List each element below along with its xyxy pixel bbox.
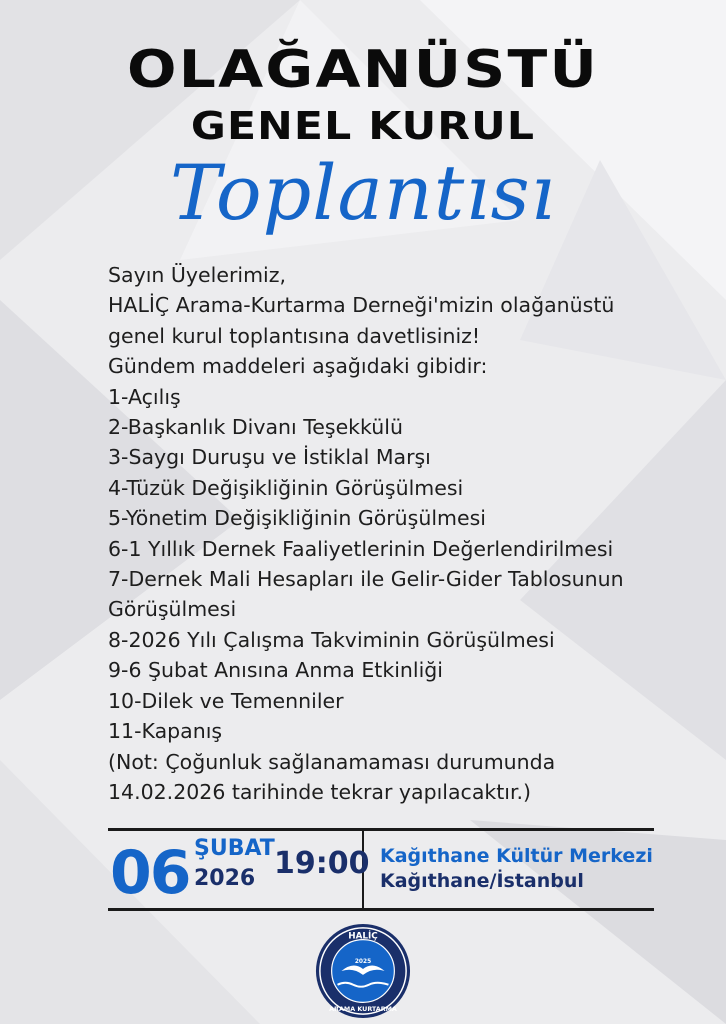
agenda-item: 1-Açılış bbox=[108, 384, 181, 409]
event-year: 2026 bbox=[194, 866, 256, 891]
body-line: genel kurul toplantısına davetlisiniz! bbox=[108, 323, 481, 348]
logo-top-text: HALİÇ bbox=[348, 931, 378, 942]
title-line-2: GENEL KURUL bbox=[190, 104, 536, 148]
note-line: (Not: Çoğunluk sağlanamaması durumunda bbox=[108, 749, 556, 774]
note-line: 14.02.2026 tarihinde tekrar yapılacaktır.) bbox=[108, 779, 532, 804]
event-time: 19:00 bbox=[274, 846, 370, 881]
logo-year: 2025 bbox=[354, 959, 372, 966]
divider-top bbox=[108, 828, 654, 831]
agenda-item: 8-2026 Yılı Çalışma Takviminin Görüşülmesi bbox=[108, 627, 555, 652]
title-script: Toplantısı bbox=[170, 148, 556, 237]
agenda-item: Görüşülmesi bbox=[108, 597, 237, 622]
agenda-item: 2-Başkanlık Divanı Teşekkülü bbox=[108, 415, 403, 440]
agenda-item: 4-Tüzük Değişikliğinin Görüşülmesi bbox=[108, 475, 464, 500]
body-line: HALİÇ Arama-Kurtarma Derneği'mizin olağanüstü bbox=[108, 293, 615, 318]
agenda-item: 9-6 Şubat Anısına Anma Etkinliği bbox=[108, 658, 444, 683]
agenda-item: 6-1 Yıllık Dernek Faaliyetlerinin Değerlendirilmesi bbox=[108, 536, 614, 561]
agenda-item: 7-Dernek Mali Hesapları ile Gelir-Gider Tablosunun bbox=[108, 567, 624, 592]
logo-bottom-text: ARAMA KURTARMA bbox=[329, 1005, 397, 1014]
agenda-item: 3-Saygı Duruşu ve İstiklal Marşı bbox=[108, 445, 431, 470]
body-line: Gündem maddeleri aşağıdaki gibidir: bbox=[108, 354, 488, 379]
association-logo bbox=[314, 922, 412, 1020]
invitation-text bbox=[108, 260, 708, 807]
body-line: Sayın Üyelerimiz, bbox=[108, 263, 287, 287]
venue-city: Kağıthane/İstanbul bbox=[380, 870, 584, 892]
divider-bottom bbox=[108, 908, 654, 911]
venue-name: Kağıthane Kültür Merkezi bbox=[380, 845, 653, 867]
agenda-item: 10-Dilek ve Temenniler bbox=[108, 688, 344, 713]
agenda-item: 5-Yönetim Değişikliğinin Görüşülmesi bbox=[108, 506, 486, 531]
event-month: ŞUBAT bbox=[194, 836, 275, 861]
event-day: 06 bbox=[110, 838, 190, 908]
agenda-item: 11-Kapanış bbox=[108, 719, 223, 744]
title-line-1: OLAĞANÜSTÜ bbox=[127, 40, 599, 100]
